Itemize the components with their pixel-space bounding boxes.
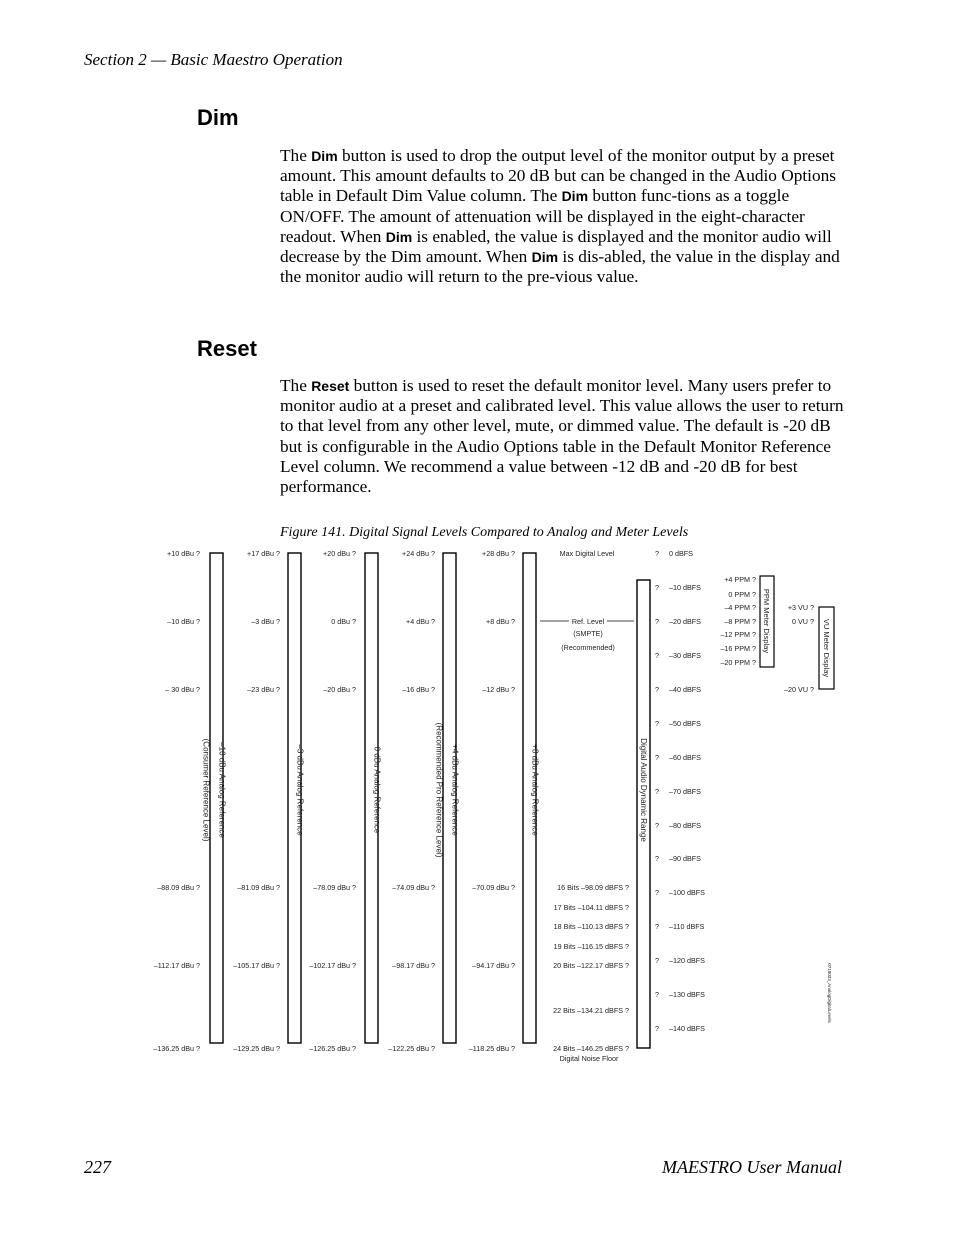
analog-level-label: –81.09 dBu ? [237, 883, 280, 892]
manual-title: MAESTRO User Manual [662, 1157, 842, 1177]
section-header: Section 2 — Basic Maestro Operation [84, 50, 343, 69]
analog-level-label: –88.09 dBu ? [157, 883, 200, 892]
dbfs-label: 0 dBFS [669, 549, 693, 558]
page-number: 227 [84, 1157, 111, 1177]
bit-depth-label: 24 Bits –146.25 dBFS ? [553, 1044, 629, 1053]
dbfs-marker: ? [655, 719, 659, 728]
dbfs-label: –70 dBFS [669, 787, 701, 796]
keyword-dim: Dim [385, 228, 413, 245]
analog-level-label: +17 dBu ? [247, 549, 280, 558]
analog-level-label: –3 dBu ? [251, 617, 280, 626]
keyword-dim: Dim [311, 148, 338, 164]
ppm-label: 0 PPM ? [728, 590, 756, 599]
analog-reference-label: –10 dBu Analog Reference [217, 742, 227, 838]
analog-level-label: –70.09 dBu ? [472, 883, 515, 892]
ppm-label: –16 PPM ? [720, 644, 756, 653]
ref-level-label: Ref. Level [571, 617, 605, 626]
dbfs-label: –100 dBFS [669, 888, 705, 897]
dbfs-label: –110 dBFS [669, 922, 705, 931]
bit-depth-label: 18 Bits –110.13 dBFS ? [553, 922, 629, 931]
dbfs-marker: ? [655, 854, 659, 863]
dbfs-label: –20 dBFS [669, 617, 701, 626]
vu-bar-label: VU Meter Display [822, 618, 831, 678]
keyword-dim: Dim [561, 188, 589, 205]
analog-level-label: –129.25 dBu ? [233, 1044, 280, 1053]
analog-level-label: –98.17 dBu ? [392, 961, 435, 970]
analog-level-label: –102.17 dBu ? [309, 961, 356, 970]
dbfs-label: –30 dBFS [669, 651, 701, 660]
bit-depth-label: 19 Bits –116.15 dBFS ? [553, 942, 629, 951]
dbfs-label: –90 dBFS [669, 854, 701, 863]
ppm-label: –4 PPM ? [724, 603, 756, 612]
reset-paragraph: The Reset button is used to reset the default monitor level. Many users prefer to monitor audio at a preset and calibrated level. This value allows the user to return to that level from any other level, mute, or dimmed value. The default is -20 dB but is configurable in the Audio Options table in the Default Monitor Reference Level column. We recommend a value between -12 dB and -20 dB for best performance. [280, 376, 844, 497]
analog-level-label: –12 dBu ? [482, 685, 515, 694]
analog-level-label: –112.17 dBu ? [153, 961, 200, 970]
analog-reference-label: –3 dBu Analog Reference [295, 744, 305, 836]
analog-level-label: –118.25 dBu ? [468, 1044, 515, 1053]
drawing-id: 0718033_AnalogDigitalLevels [827, 963, 832, 1023]
dbfs-marker: ? [655, 583, 659, 592]
keyword-dim: Dim [531, 249, 559, 266]
analog-reference-sublabel: (Consumer Reference Level) [201, 738, 211, 842]
analog-level-label: –94.17 dBu ? [472, 961, 515, 970]
bit-depth-label: 17 Bits –104.11 dBFS ? [553, 903, 629, 912]
ppm-label: +4 PPM ? [724, 575, 756, 584]
dbfs-marker: ? [655, 956, 659, 965]
ppm-bar-label: PPM Meter Display [762, 588, 771, 654]
dbfs-marker: ? [655, 617, 659, 626]
keyword-reset: Reset [311, 378, 350, 394]
ref-level-recommended: (Recommended) [561, 643, 615, 652]
bit-depth-label: 22 Bits –134.21 dBFS ? [553, 1006, 629, 1015]
figure-caption: Figure 141. Digital Signal Levels Compared to Analog and Meter Levels [280, 525, 689, 540]
dbfs-label: –50 dBFS [669, 719, 701, 728]
analog-reference-label: +4 dBu Analog Reference [450, 744, 460, 836]
dbfs-label: –10 dBFS [669, 583, 701, 592]
analog-reference-sublabel: (Recommended Pro Reference Level) [434, 722, 444, 858]
dbfs-marker: ? [655, 787, 659, 796]
dbfs-marker: ? [655, 990, 659, 999]
analog-level-label: +28 dBu ? [482, 549, 515, 558]
analog-reference-label: 0 dBu Analog Reference [372, 746, 382, 834]
dbfs-label: –80 dBFS [669, 821, 701, 830]
analog-level-label: –78.09 dBu ? [313, 883, 356, 892]
analog-level-label: –10 dBu ? [167, 617, 200, 626]
bit-depth-label: 20 Bits –122.17 dBFS ? [553, 961, 629, 970]
dbfs-label: –140 dBFS [669, 1024, 705, 1033]
dbfs-label: –60 dBFS [669, 753, 701, 762]
dbfs-marker: ? [655, 1024, 659, 1033]
dim-paragraph: The Dim button is used to drop the output level of the monitor output by a preset amount. This amount defaults to 20 dB but can be changed in the Audio Options table in Default Dim Value column. The Dim button func-tions as a toggle ON/OFF. The amount of attenuation will be displayed in the eight-character readout. When Dim is enabled, the value is displayed and the monitor audio will decrease by the Dim amount. When Dim is dis-abled, the value in the display and the monitor audio will return to the pre-vious value. [280, 146, 840, 287]
analog-level-label: 0 dBu ? [331, 617, 356, 626]
ppm-label: –20 PPM ? [720, 658, 756, 667]
analog-level-label: –122.25 dBu ? [388, 1044, 435, 1053]
analog-reference-label: +8 dBu Analog Reference [530, 744, 540, 836]
ref-level-smpte: (SMPTE) [573, 629, 603, 638]
vu-label: –20 VU ? [784, 685, 814, 694]
bit-depth-label: 16 Bits –98.09 dBFS ? [557, 883, 629, 892]
dbfs-marker: ? [655, 753, 659, 762]
dbfs-marker: ? [655, 685, 659, 694]
digital-range-label: Digital Audio Dynamic Range [639, 738, 648, 842]
dbfs-marker: ? [655, 922, 659, 931]
dbfs-label: –40 dBFS [669, 685, 701, 694]
analog-level-label: +4 dBu ? [406, 617, 435, 626]
dbfs-marker: ? [655, 821, 659, 830]
vu-label: 0 VU ? [792, 617, 814, 626]
heading-reset: Reset [197, 336, 257, 361]
analog-level-label: –136.25 dBu ? [153, 1044, 200, 1053]
dbfs-marker: ? [655, 888, 659, 897]
analog-level-label: –126.25 dBu ? [309, 1044, 356, 1053]
analog-level-label: +24 dBu ? [402, 549, 435, 558]
analog-level-label: +20 dBu ? [323, 549, 356, 558]
analog-level-label: –20 dBu ? [323, 685, 356, 694]
dbfs-marker: ? [655, 549, 659, 558]
analog-level-label: –16 dBu ? [402, 685, 435, 694]
digital-noise-floor: Digital Noise Floor [559, 1054, 619, 1063]
ppm-label: –12 PPM ? [720, 630, 756, 639]
analog-level-label: –74.09 dBu ? [392, 883, 435, 892]
ppm-label: –8 PPM ? [724, 617, 756, 626]
vu-label: +3 VU ? [787, 603, 814, 612]
heading-dim: Dim [197, 105, 239, 130]
analog-level-label: –105.17 dBu ? [233, 961, 280, 970]
analog-level-label: +10 dBu ? [167, 549, 200, 558]
analog-level-label: +8 dBu ? [486, 617, 515, 626]
dbfs-label: –120 dBFS [669, 956, 705, 965]
dbfs-marker: ? [655, 651, 659, 660]
analog-level-label: –23 dBu ? [247, 685, 280, 694]
max-digital-level: Max Digital Level [559, 549, 615, 558]
analog-level-label: – 30 dBu ? [165, 685, 200, 694]
dbfs-label: –130 dBFS [669, 990, 705, 999]
